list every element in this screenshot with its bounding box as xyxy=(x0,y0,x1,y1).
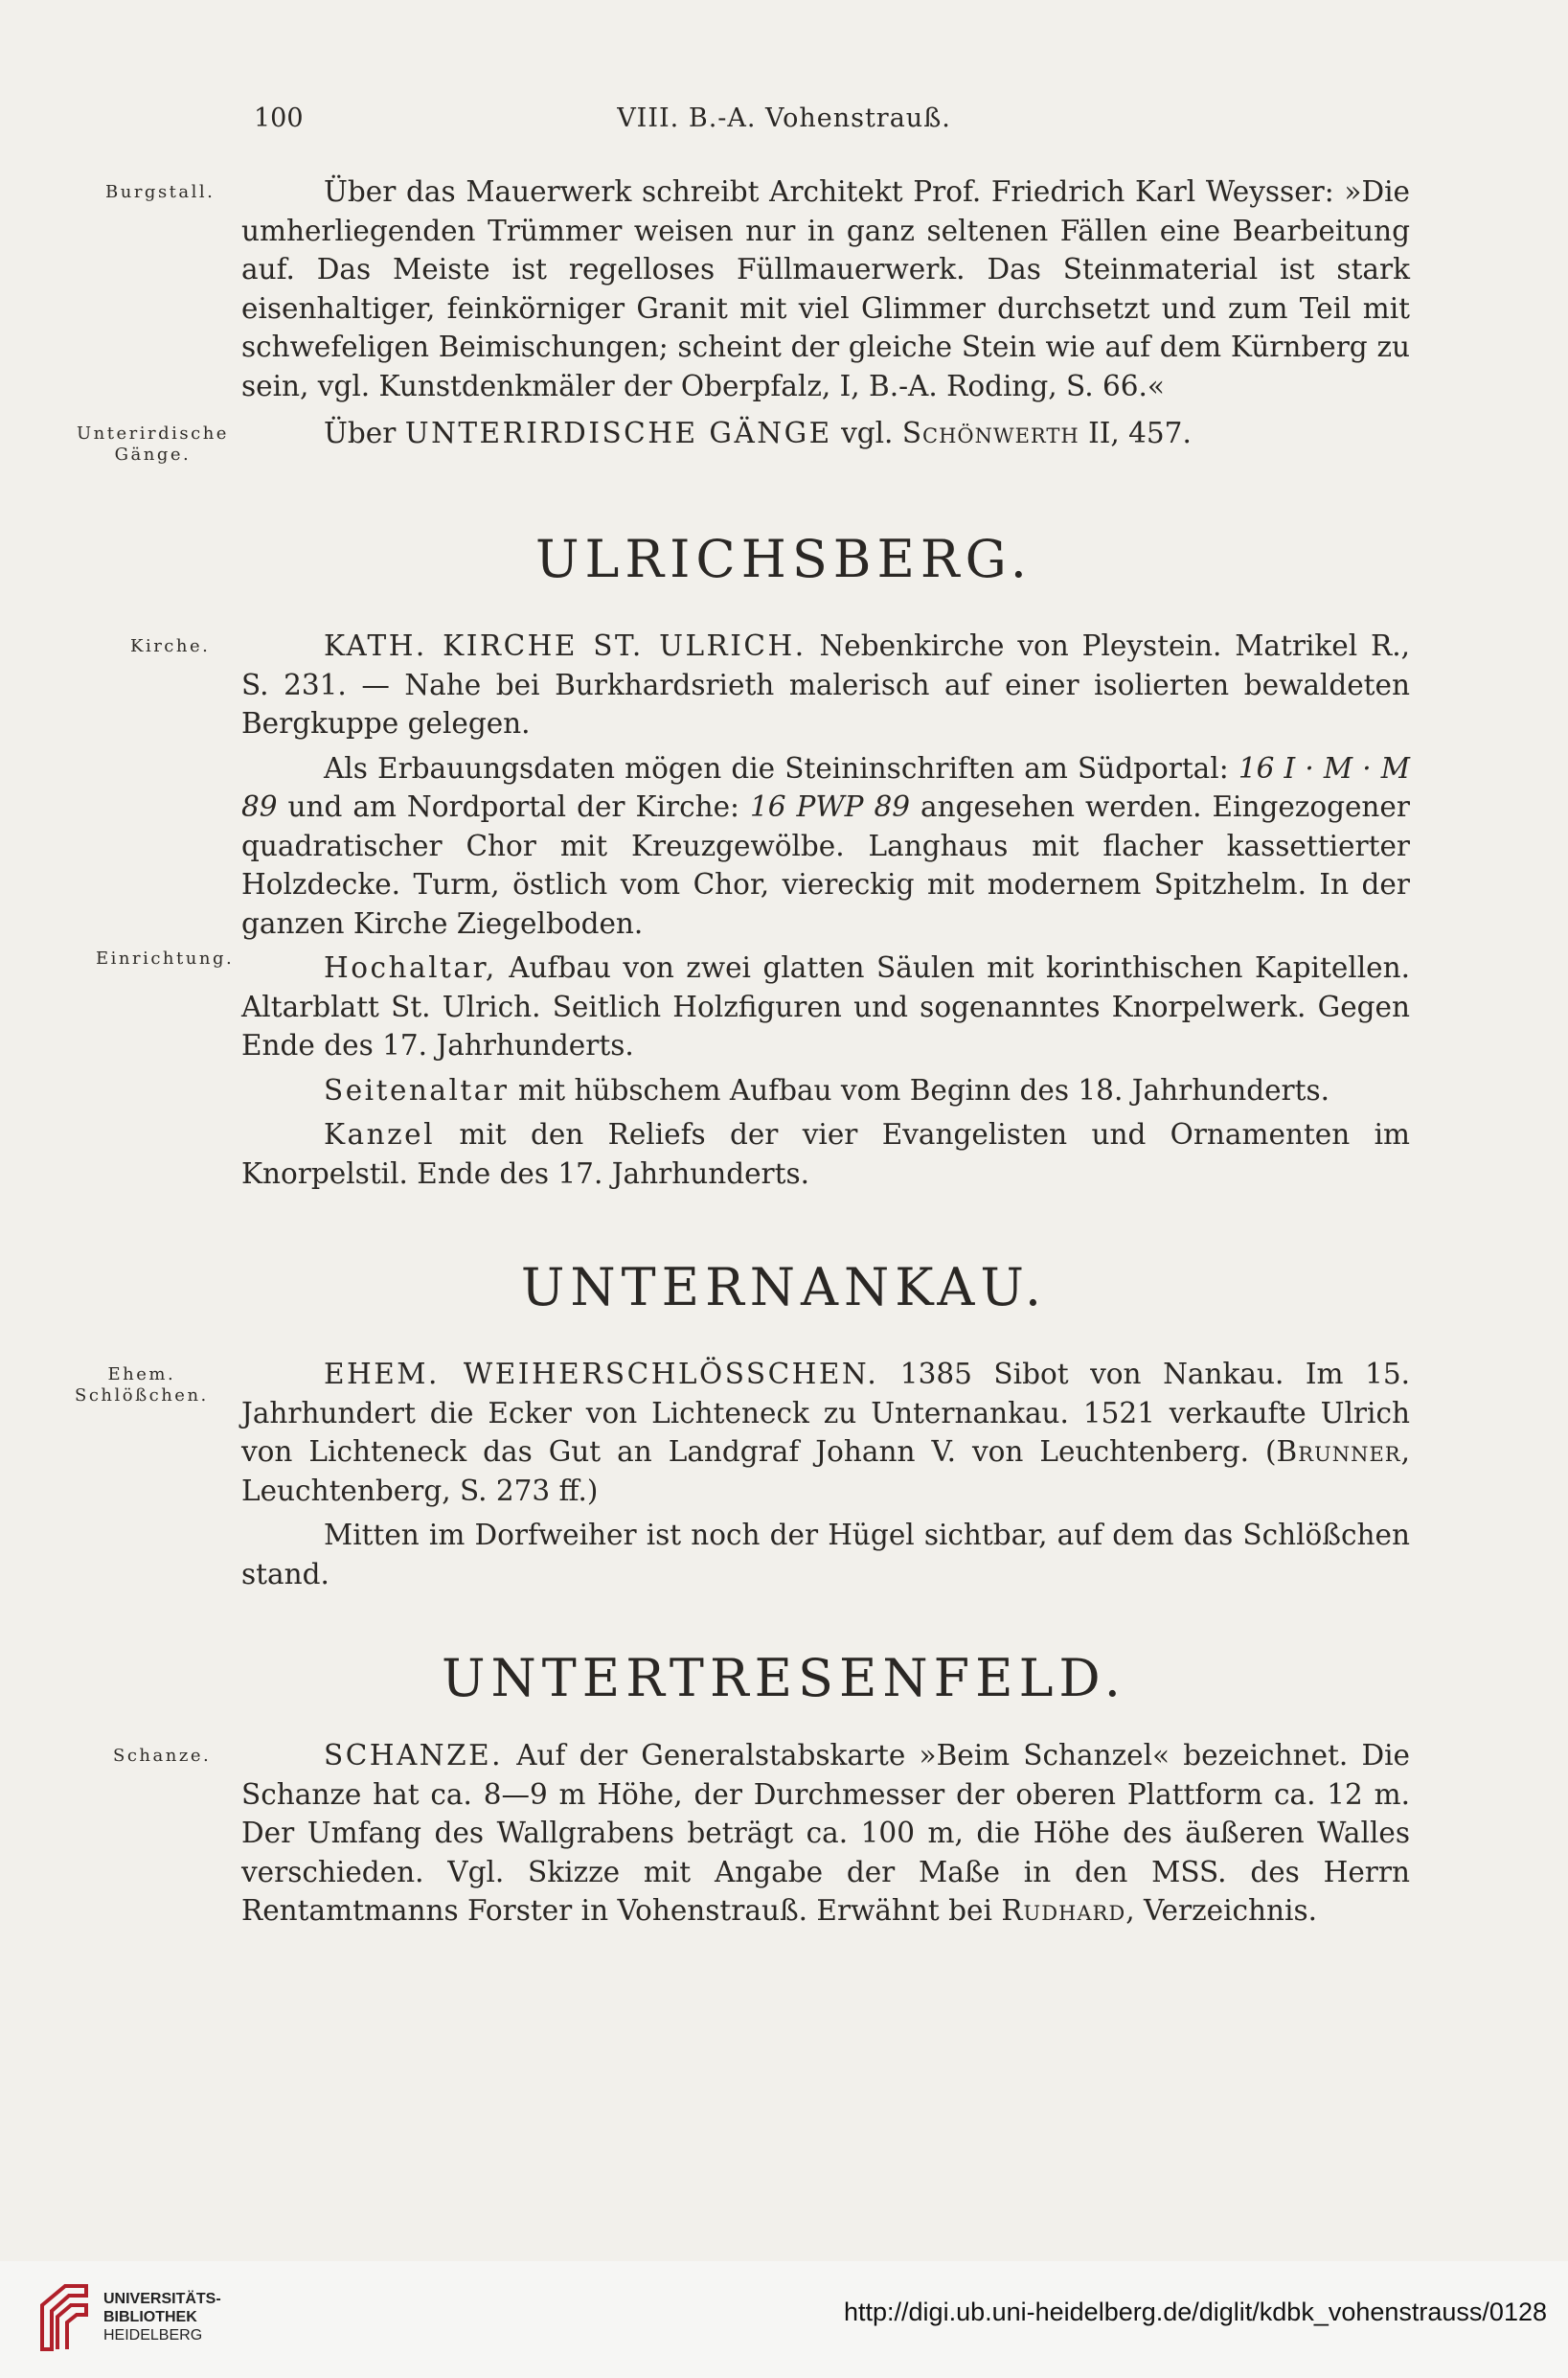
source-url-link[interactable]: http://digi.ub.uni-heidelberg.de/diglit/kdbk_vohenstrauss/0128 xyxy=(844,2298,1547,2326)
term-kirche: KATH. KIRCHE ST. ULRICH. xyxy=(324,629,807,662)
university-library-logo-icon xyxy=(36,2282,92,2355)
term-weiherschloesschen: EHEM. WEIHERSCHLÖSSCHEN. xyxy=(324,1358,879,1390)
margin-note-burgstall: Burgstall. xyxy=(105,182,216,202)
section-ulrichsberg-body: KATH. KIRCHE ST. ULRICH. Nebenkirche von Pleystein. Matrikel R., S. 231. — Nahe bei Burkhardsrieth malerisch auf einer isolierten bewaldeten Bergkuppe gelegen. Als Erbauungsdaten mögen die Steininschriften am Südportal: 16 I · M · M 89 und am Nordportal der Kirche: 16 PWP 89 angesehen werden. Eingezogener quadratischer Chor mit Kreuzgewölbe. Langhaus mit flacher kassettierter Holzdecke. Turm, östlich vom Chor, viereckig mit modernem Spitzhelm. In der ganzen Kirche Ziegelboden. Hochaltar, Aufbau von zwei glatten Säulen mit korinthischen Kapitellen. Altarblatt St. Ulrich. Seitlich Holzfiguren und sogenanntes Knorpelwerk. Gegen Ende des 17. Jahrhunderts. Seitenaltar mit hübschem Aufbau vom Beginn des 18. Jahrhunderts. Kanzel mit den Reliefs der vier Evangelisten und Ornamenten im Knorpelstil. Ende des 17. Jahrhunderts. xyxy=(241,629,1410,1190)
heading-ulrichsberg: ULRICHSBERG. xyxy=(535,529,1033,589)
term-gaenge: UNTERIRDISCHE GÄNGE xyxy=(404,417,832,449)
term-schanze: SCHANZE. xyxy=(324,1739,504,1772)
heading-unternankau: UNTERNANKAU. xyxy=(520,1257,1048,1317)
inscription-south: 16 I · M · M 89 xyxy=(241,751,1410,823)
author-rudhard: Rudhard xyxy=(1001,1894,1126,1927)
term-hochaltar: Hochaltar, xyxy=(324,951,497,984)
term-seitenaltar: Seitenaltar xyxy=(324,1073,510,1107)
section-untertresenfeld-body: SCHANZE. Auf der Generalstabskarte »Beim Schanzel« bezeichnet. Die Schanze hat ca. 8—9 m Höhe, der Durchmesser der oberen Plattform ca. 12 m. Der Umfang des Wallgrabens beträgt ca. 100 m, die Höhe des äußeren Walles verschieden. Vgl. Skizze mit Angabe der Maße in den MSS. des Herrn Rentamtmanns Forster in Vohenstrauß. Erwähnt bei Rudhard, Verzeichnis. xyxy=(241,1739,1410,1927)
author-brunner: Brunner xyxy=(1276,1435,1401,1468)
inscription-north: 16 PWP 89 xyxy=(749,790,911,823)
digitization-footer xyxy=(0,2261,1568,2378)
running-title: VIII. B.-A. Vohenstrauß. xyxy=(617,103,951,133)
paragraph-burgstall: Über das Mauerwerk schreibt Architekt Prof. Friedrich Karl Weysser: »Die umherliegenden Trümmer weisen nur in ganz seltenen Fällen eine Bearbeitung auf. Das Meiste ist regelloses Füllmauerwerk. Das Steinmaterial ist stark eisenhaltiger, feinkörniger Granit mit viel Glimmer durchsetzt und zum Teil mit schwefeligen Beimischungen; scheint der gleiche Stein wie auf dem Kürnberg zu sein, vgl. Kunstdenkmäler der Oberpfalz, I, B.-A. Roding, S. 66.« xyxy=(241,175,1410,402)
section-unternankau-body: EHEM. WEIHERSCHLÖSSCHEN. 1385 Sibot von Nankau. Im 15. Jahrhundert die Ecker von Lichteneck zu Unternankau. 1521 verkaufte Ulrich von Lichteneck das Gut an Landgraf Johann V. von Leuchtenberg. (Brunner, Leuchtenberg, S. 273 ff.) Mitten im Dorfweiher ist noch der Hügel sichtbar, auf dem das Schlößchen stand. xyxy=(241,1358,1410,1590)
margin-note-gaenge: Unterirdische Gänge. xyxy=(77,423,229,465)
margin-note-einrichtung: Einrichtung. xyxy=(96,949,235,969)
author-schoenwerth: Schönwerth xyxy=(901,417,1079,449)
margin-note-kirche: Kirche. xyxy=(130,636,211,656)
page-number: 100 xyxy=(254,103,304,133)
margin-note-schanze: Schanze. xyxy=(113,1746,212,1766)
heading-untertresenfeld: UNTERTRESENFELD. xyxy=(442,1648,1126,1708)
page-header xyxy=(0,103,1568,142)
paragraph-gaenge: Über UNTERIRDISCHE GÄNGE vgl. Schönwerth II, 457. xyxy=(324,417,1192,449)
term-kanzel: Kanzel xyxy=(324,1118,436,1151)
library-name: UNIVERSITÄTS- BIBLIOTHEK HEIDELBERG xyxy=(103,2291,221,2344)
margin-note-schloesschen: Ehem. Schlößchen. xyxy=(75,1364,209,1406)
